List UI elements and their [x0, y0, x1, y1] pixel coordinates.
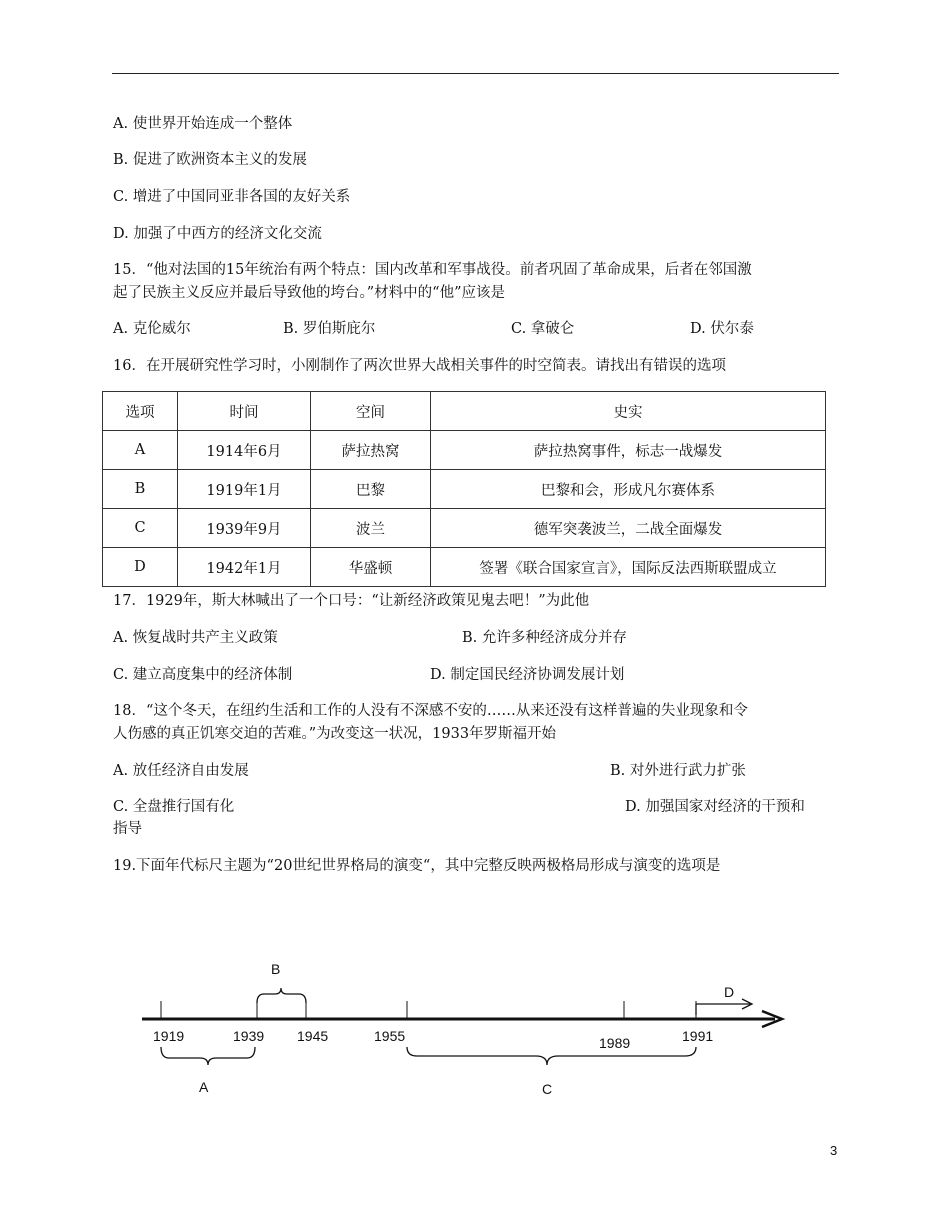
table-cell: 1914年6月	[178, 431, 311, 470]
q15-option-d: D. 伏尔泰	[690, 321, 754, 337]
table-row	[103, 509, 826, 548]
q17-option-a: A. 恢复战时共产主义政策	[113, 630, 278, 646]
year-label-1991: 1991	[682, 1028, 714, 1044]
table-cell: C	[103, 509, 178, 548]
q18-stem-line2: 人伤感的真正饥寒交迫的苦难。”为改变这一状况，1933年罗斯福开始	[113, 726, 557, 742]
brace-b	[257, 988, 306, 1003]
table-cell: 德军突袭波兰，二战全面爆发	[431, 509, 826, 548]
year-label-1955: 1955	[374, 1028, 406, 1044]
table-cell: 巴黎和会，形成凡尔赛体系	[431, 470, 826, 509]
table-cell: D	[103, 548, 178, 587]
timeline-diagram	[130, 955, 800, 1105]
range-label-d: D	[724, 984, 735, 1000]
q17-option-b: B. 允许多种经济成分并存	[462, 630, 627, 646]
q18-option-d-continued: 指导	[113, 821, 142, 837]
table-cell: 签署《联合国家宣言》，国际反法西斯联盟成立	[431, 548, 826, 587]
brace-c	[407, 1047, 696, 1065]
table-cell: 1939年9月	[178, 509, 311, 548]
q19-stem: 19.下面年代标尺主题为“20世纪世界格局的演变“，其中完整反映两极格局形成与演变的选项是	[113, 858, 721, 874]
q18-option-c: C. 全盘推行国有化	[113, 799, 235, 815]
q18-stem-line1: 18．“这个冬天，在纽约生活和工作的人没有不深感不安的……从来还没有这样普遍的失业现象和令	[113, 703, 748, 719]
q15-stem-line1: 15．“他对法国的15年统治有两个特点：国内改革和军事战役。前者巩固了革命成果，后者在邻国激	[113, 262, 752, 278]
table-row	[103, 548, 826, 587]
q18-option-a: A. 放任经济自由发展	[113, 763, 249, 779]
table-header-cell: 选项	[103, 392, 178, 431]
table-cell: B	[103, 470, 178, 509]
range-label-a: A	[199, 1079, 209, 1095]
table-cell: 波兰	[311, 509, 431, 548]
q14-option-c: C. 增进了中国同亚非各国的友好关系	[113, 189, 351, 205]
q15-option-b: B. 罗伯斯庇尔	[283, 321, 376, 337]
table-cell: 1942年1月	[178, 548, 311, 587]
table-header-cell: 史实	[431, 392, 826, 431]
table-cell: 巴黎	[311, 470, 431, 509]
q15-stem-line2: 起了民族主义反应并最后导致他的垮台。”材料中的“他”应该是	[113, 285, 505, 301]
q14-option-a: A. 使世界开始连成一个整体	[113, 116, 293, 132]
year-label-1945: 1945	[297, 1028, 329, 1044]
table-header-cell: 时间	[178, 392, 311, 431]
year-label-1989: 1989	[599, 1035, 631, 1051]
q14-option-d: D. 加强了中西方的经济文化交流	[113, 226, 322, 242]
q15-option-c: C. 拿破仑	[511, 321, 575, 337]
range-label-c: C	[542, 1081, 553, 1097]
q16-stem: 16．在开展研究性学习时，小刚制作了两次世界大战相关事件的时空简表。请找出有错误的选项	[113, 358, 726, 374]
q17-stem: 17．1929年，斯大林喊出了一个口号：“让新经济政策见鬼去吧！”为此他	[113, 593, 590, 609]
table-cell: A	[103, 431, 178, 470]
q18-option-b: B. 对外进行武力扩张	[610, 763, 746, 779]
table-header-row	[103, 392, 826, 431]
arrow-d	[696, 1004, 750, 1015]
range-label-b: B	[271, 961, 281, 977]
q14-option-b: B. 促进了欧洲资本主义的发展	[113, 152, 307, 168]
table-header-cell: 空间	[311, 392, 431, 431]
q17-option-c: C. 建立高度集中的经济体制	[113, 667, 293, 683]
header-rule	[112, 73, 839, 74]
table-cell: 1919年1月	[178, 470, 311, 509]
q15-option-a: A. 克伦威尔	[113, 321, 191, 337]
table-cell: 萨拉热窝事件，标志一战爆发	[431, 431, 826, 470]
table-row	[103, 431, 826, 470]
table-row	[103, 470, 826, 509]
table-cell: 萨拉热窝	[311, 431, 431, 470]
year-label-1919: 1919	[153, 1028, 185, 1044]
brace-a	[161, 1047, 255, 1065]
q16-table	[102, 391, 826, 587]
q18-option-d: D. 加强国家对经济的干预和	[625, 799, 805, 815]
page-number: 3	[830, 1143, 838, 1158]
year-label-1939: 1939	[233, 1028, 265, 1044]
q17-option-d: D. 制定国民经济协调发展计划	[430, 667, 625, 683]
table-cell: 华盛顿	[311, 548, 431, 587]
